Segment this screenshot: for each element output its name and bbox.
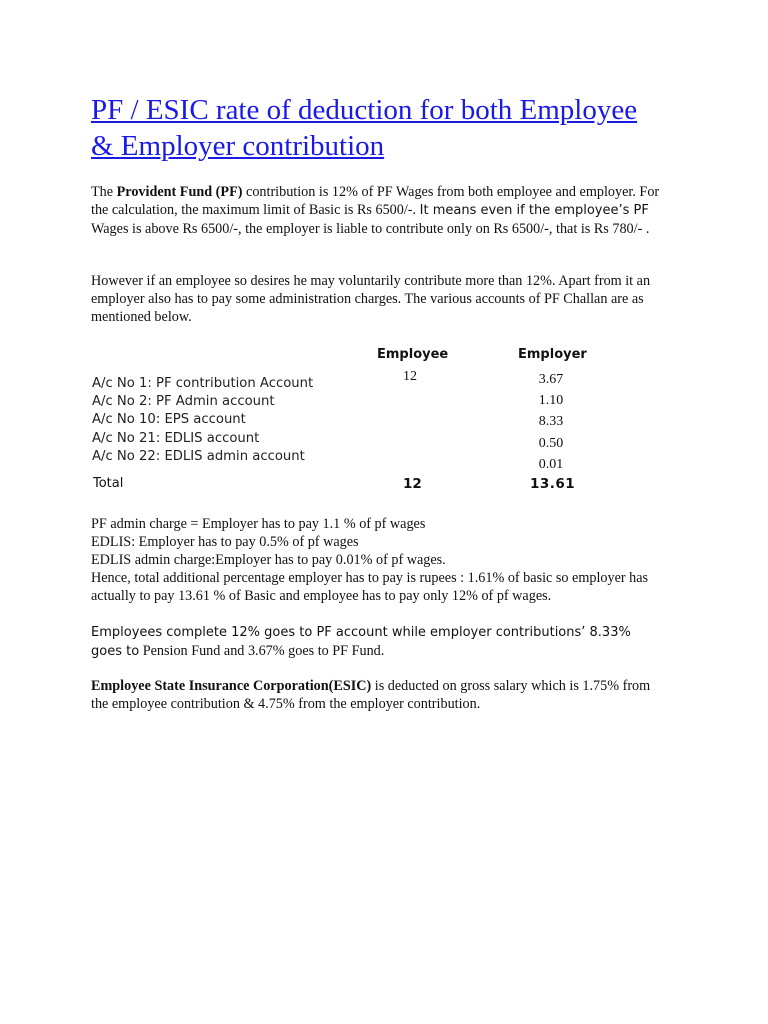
pf-intro-prefix: The bbox=[91, 184, 117, 200]
employee-contribution-value: 12 bbox=[403, 369, 417, 384]
account-row-label: A/c No 22: EDLIS admin account bbox=[92, 448, 305, 464]
account-row-label: A/c No 1: PF contribution Account bbox=[92, 376, 314, 391]
account-list bbox=[92, 375, 313, 466]
contribution-split-paragraph bbox=[91, 623, 661, 661]
contribution-split-sans-text: Employees complete 12% goes to PF account while employer contributions’ 8.33% goes to bbox=[91, 625, 631, 659]
employee-column-header: Employee bbox=[377, 347, 449, 362]
page-title: PF / ESIC rate of deduction for both Employee & Employer contribution bbox=[91, 94, 638, 162]
employer-contribution-value: 3.67 bbox=[538, 372, 564, 387]
total-additional-line: Hence, total additional percentage employer has to pay is rupees : 1.61% of basic so employer has actually to pay 13.61 % of Basic and employee has to pay only 12% of pf wages. bbox=[91, 570, 649, 604]
esic-text: is deducted on gross salary which is 1.75% from the employee contribution & 4.75% from the employer contribution. bbox=[91, 678, 651, 712]
account-row-label: A/c No 10: EPS account bbox=[92, 412, 246, 428]
account-row-label: A/c No 2: PF Admin account bbox=[92, 394, 275, 410]
admin-charge-line: PF admin charge = Employer has to pay 1.1 % of pf wages bbox=[91, 516, 426, 532]
esic-paragraph bbox=[91, 677, 661, 713]
esic-term: Employee State Insurance Corporation(ESIC) bbox=[91, 678, 372, 694]
employer-contribution-value: 1.10 bbox=[538, 393, 564, 409]
total-label: Total bbox=[93, 476, 124, 491]
employer-contribution-value: 8.33 bbox=[538, 414, 564, 430]
edlis-line: EDLIS: Employer has to pay 0.5% of pf wages bbox=[91, 534, 359, 550]
pf-intro-sans-text: It means even if the employee’s PF bbox=[419, 203, 649, 218]
pf-intro-text: contribution is 12% of PF Wages from both employee and employer. For the calculation, the maximum limit of Basic is Rs 6500/-. bbox=[91, 184, 660, 218]
total-employee-value: 12 bbox=[403, 476, 422, 492]
employer-column-header: Employer bbox=[518, 347, 587, 362]
edlis-admin-line: EDLIS admin charge:Employer has to pay 0.01% of pf wages. bbox=[91, 552, 446, 568]
employer-value-list bbox=[531, 369, 571, 475]
pf-accounts-table bbox=[91, 343, 691, 503]
pf-intro-paragraph bbox=[91, 183, 661, 238]
admin-charges-paragraph bbox=[91, 515, 661, 605]
contribution-split-text: Pension Fund and 3.67% goes to PF Fund. bbox=[139, 643, 385, 659]
employer-contribution-value: 0.01 bbox=[538, 456, 564, 472]
employer-contribution-value: 0.50 bbox=[538, 435, 564, 451]
total-employer-value: 13.61 bbox=[530, 476, 576, 492]
voluntary-contribution-paragraph: However if an employee so desires he may voluntarily contribute more than 12%. Apart from it an employer also has to pay some administration charges. The various accounts of PF Challan are as mentioned below. bbox=[91, 273, 651, 325]
account-row-label: A/c No 21: EDLIS account bbox=[92, 430, 260, 446]
pf-term: Provident Fund (PF) bbox=[116, 184, 243, 200]
pf-intro-tail: Wages is above Rs 6500/-, the employer is liable to contribute only on Rs 6500/-, that is Rs 780/- . bbox=[91, 221, 650, 237]
